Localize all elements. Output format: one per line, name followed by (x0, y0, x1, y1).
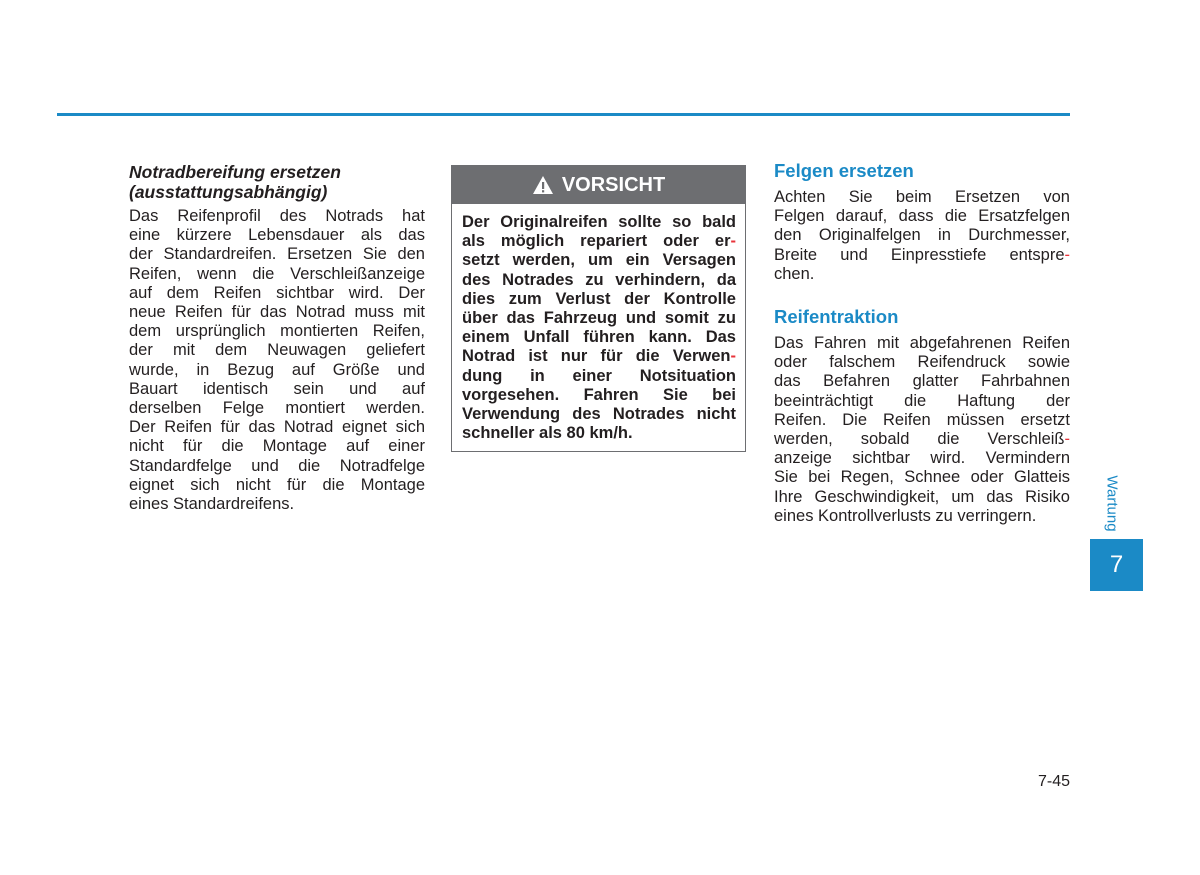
text-line: derselben Felge montiert werden. (129, 399, 425, 418)
caution-title: VORSICHT (561, 173, 666, 196)
text-line: eines Standardreifens. (129, 495, 295, 514)
caution-line: Verwendung des Notrades nicht (462, 405, 736, 424)
caution-line: Notrad ist nur für die Verwen- (462, 347, 736, 366)
caution-line: Der Originalreifen sollte so bald (462, 213, 736, 231)
text-line: Ihre Geschwindigkeit, um das Risiko (774, 487, 1070, 506)
text-line: Reifen. Die Reifen müssen ersetzt (774, 410, 1070, 429)
caution-line: vorgesehen. Fahren Sie bei (462, 385, 736, 404)
text-line: eines Kontrollverlusts zu verringern. (774, 506, 1037, 525)
rims-paragraph (774, 188, 1070, 284)
caution-line: über das Fahrzeug und somit zu (462, 309, 736, 328)
chapter-side-label (1098, 470, 1126, 536)
text-line: Der Reifen für das Notrad eignet sich (129, 418, 425, 437)
text-line: dem ursprünglich montierten Reifen, (129, 322, 425, 341)
section-heading-rims: Felgen ersetzen (774, 160, 914, 181)
chapter-label: Wartung (1103, 474, 1121, 532)
text-line: Achten Sie beim Ersetzen von (774, 188, 1070, 206)
warning-triangle-icon (532, 175, 554, 195)
text-line: den Originalfelgen in Durchmesser, (774, 226, 1070, 245)
left-column (129, 162, 425, 514)
caution-line: des Notrades zu verhindern, da (462, 270, 736, 289)
text-line: Das Reifenprofil des Notrads hat (129, 207, 425, 225)
caution-line: dies zum Verlust der Kontrolle (462, 289, 736, 308)
text-line: Sie bei Regen, Schnee oder Glatteis (774, 468, 1070, 487)
caution-box (451, 165, 746, 452)
caution-line: setzt werden, um ein Versagen (462, 251, 736, 270)
spare-tire-paragraph (129, 207, 425, 514)
caution-line: schneller als 80 km/h. (462, 424, 633, 443)
heading-line-1: Notradbereifung ersetzen (129, 162, 341, 182)
heading-line-2: (ausstattungsabhängig) (129, 182, 328, 202)
section-heading-spare-tire (129, 162, 425, 202)
text-line: Bauart identisch sein und auf (129, 379, 425, 398)
caution-line: dung in einer Notsituation (462, 366, 736, 385)
caution-line: einem Unfall führen kann. Das (462, 328, 736, 347)
page-number: 7-45 (1037, 773, 1070, 790)
text-line: werden, sobald die Verschleiß- (774, 430, 1070, 449)
text-line: eine kürzere Lebensdauer als das (129, 226, 425, 245)
right-column (774, 160, 1070, 526)
caution-text (452, 204, 745, 443)
header-rule (57, 113, 1070, 116)
text-line: anzeige sichtbar wird. Vermindern (774, 449, 1070, 468)
text-line: auf dem Reifen sichtbar wird. Der (129, 283, 425, 302)
text-line: oder falschem Reifendruck sowie (774, 353, 1070, 372)
text-line: Breite und Einpresstiefe entspre- (774, 245, 1070, 264)
text-line: Reifen, wenn die Verschleißanzeige (129, 264, 425, 283)
section-heading-traction: Reifentraktion (774, 306, 899, 328)
text-line: Das Fahren mit abgefahrenen Reifen (774, 334, 1070, 353)
text-line: der Standardreifen. Ersetzen Sie den (129, 245, 425, 264)
text-line: nicht für die Montage auf einer (129, 437, 425, 456)
text-line: das Befahren glatter Fahrbahnen (774, 372, 1070, 391)
caution-header (452, 166, 745, 204)
text-line: chen. (774, 264, 815, 283)
text-line: Felgen darauf, dass die Ersatzfelgen (774, 207, 1070, 226)
chapter-number: 7 (1109, 551, 1124, 578)
text-line: beeinträchtigt die Haftung der (774, 391, 1070, 410)
text-line: Standardfelge und die Notradfelge (129, 456, 425, 475)
text-line: eignet sich nicht für die Montage (129, 475, 425, 494)
text-line: neue Reifen für das Notrad muss mit (129, 303, 425, 322)
caution-line: als möglich repariert oder er- (462, 232, 736, 251)
traction-paragraph (774, 334, 1070, 526)
text-line: wurde, in Bezug auf Größe und (129, 360, 425, 379)
text-line: der mit dem Neuwagen geliefert (129, 341, 425, 360)
chapter-tab (1090, 539, 1143, 591)
